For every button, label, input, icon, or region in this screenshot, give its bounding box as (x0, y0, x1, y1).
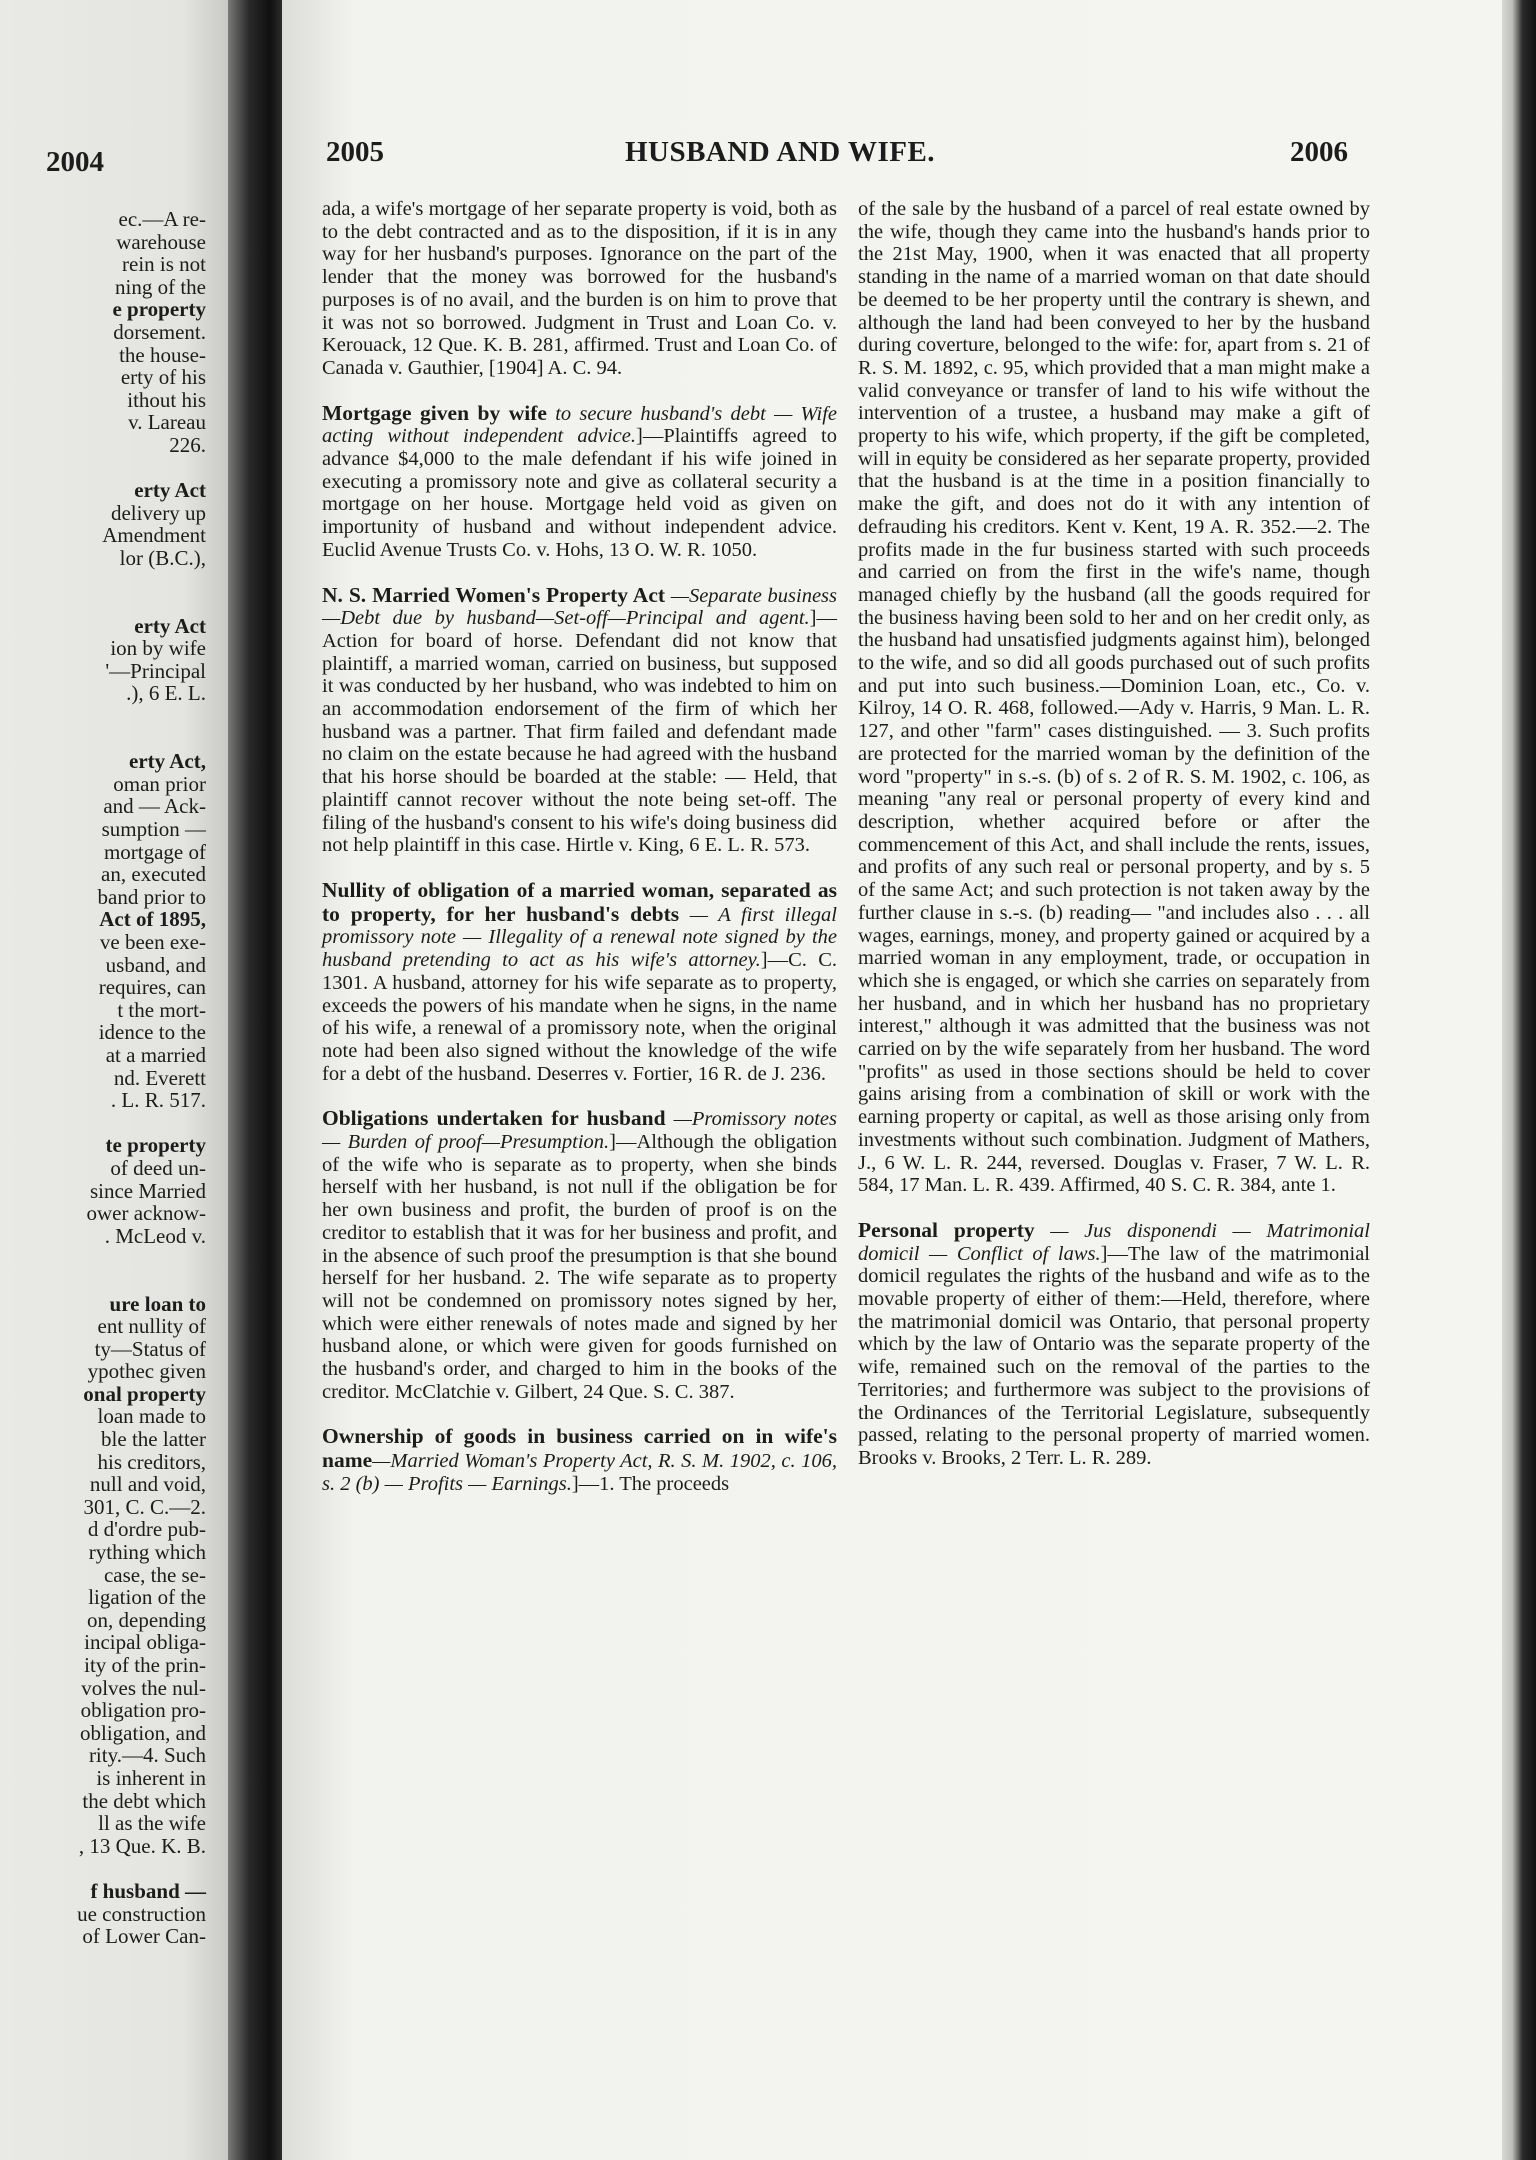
entry-body: ]—1. The proceeds (571, 1472, 730, 1495)
page-number-right: 2006 (1290, 136, 1348, 168)
left-page-line: t the mort- (117, 997, 206, 1022)
left-page-line: dorsement. (113, 319, 206, 344)
entry-subtitle: —Separate business—Debt due by husband—Set-off—Principal and agent. (322, 584, 838, 630)
left-page-line: lor (B.C.), (119, 545, 206, 570)
left-page-line (0, 1270, 206, 1293)
left-page-line: ligation of the (88, 1585, 206, 1610)
left-page-line: e property (112, 297, 206, 322)
page-number-left: 2005 (326, 136, 384, 168)
continued-paragraph: of the sale by the husband of a parcel of real estate owned by the wife, though they came into the husband's hands prior to the 21st May, 1900, when it was enacted that all property standing in the name of a married woman on that date should be deemed to be her property until the contrary is shewn, and although the land had been conveyed to her by the husband during coverture, belonged to the wife: for, apart from s. 21 of R. S. M. 1892, c. 95, which provided that a man might make a valid conveyance or transfer of land to his wife without the intervention of a trustee, a husband may make a gift of property to his wife, which property, if the gift be completed, will in equity be considered as her separate property, provided that the husband is at the time in a position financially to make the gift, and does not do it with any intention of defrauding his creditors. Kent v. Kent, 19 A. R. 352.—2. The profits made in the fur business started with such proceeds and carried on from the first in the wife's name, though managed chiefly by the husband (all the goods required for the business having been sold to her and on her credit only, as the husband had unsatisfied judgments against him), belonged to the wife, and so did all goods purchased out of such profits and put into such business.—Dominion Loan, etc., Co. v. Kilroy, 14 O. R. 468, followed.—Ady v. Harris, 9 Man. L. R. 127, and other "farm" cases distinguished. — 3. Such profits are protected for the married woman by the definition of the word "property" in s.-s. (b) of s. 2 of R. S. M. 1902, c. 106, as meaning "any real or personal property of every kind and description, whether acquired before or after the commencement of this Act, and shall include the rents, issues, and profits of any such real or personal property, and by s. 5 of the same Act; and such protection is not taken away by the further clause in s.-s. (b) reading— "and includes also . . . all wages, earnings, money, and property gained or acquired by a married woman in any employment, trade, or occupation in which she is engaged, or which she carries on separately from her husband, and in which her husband has no proprietary interest," although it was admitted that the business was not carried on by the wife separately from her husband. The word "profits" as used in those sections should be held to cover gains arising from a combination of skill or work with the earning property or capital, as well as those arising only from investments without such combination. Judgment of Mathers, J., 6 W. L. R. 244, reversed. Douglas v. Fraser, 7 W. L. R. 584, 17 Man. L. R. 439. Affirmed, 40 S. C. R. 384, ante 1. (858, 198, 1370, 1197)
entry-title: Obligations undertaken for husband (322, 1106, 666, 1131)
left-page-line: of Lower Can- (82, 1924, 206, 1949)
left-page-line: band prior to (97, 884, 206, 909)
left-page-line: an, executed (101, 862, 206, 887)
left-page-number: 2004 (46, 146, 104, 178)
entry-title: Nullity of obligation of a married woman, separated as to property, for her husband's debts (322, 877, 837, 926)
entry-mortgage-given-by-wife (322, 402, 837, 562)
entry-personal-property (858, 1219, 1370, 1470)
left-page-line: ion by wife (110, 636, 206, 661)
left-page-line: his creditors, (97, 1449, 206, 1474)
left-page-line: is inherent in (96, 1765, 206, 1790)
left-page-line (0, 457, 206, 480)
left-page-line (0, 1112, 206, 1135)
page-edge (1502, 0, 1536, 2160)
left-page-line: usband, and (105, 952, 206, 977)
left-page-line: of deed un- (110, 1155, 206, 1180)
left-page-line: volves the nul- (81, 1675, 206, 1700)
left-page-line: rein is not (122, 252, 206, 277)
left-page-line: sumption — (101, 817, 206, 842)
left-page-line: .), 6 E. L. (126, 681, 206, 706)
entry-subtitle: — Jus disponendi — Matrimonial domicil — Conflict of laws. (858, 1219, 1370, 1265)
continued-paragraph: ada, a wife's mortgage of her separate property is void, both as to the debt contracted and as to the disposition, if it is in any way for her husband's purposes. Ignorance on the part of the lender that the money was borrowed for the husband's purposes is of no avail, and the burden is on him to prove that it was not so borrowed. Judgment in Trust and Loan Co. v. Kerouack, 12 Que. K. B. 281, affirmed. Trust and Loan Co. of Canada v. Gauthier, [1904] A. C. 94. (322, 198, 837, 379)
left-page-line: ower acknow- (86, 1201, 206, 1226)
left-page-line: erty Act (134, 613, 206, 638)
left-page-line: the debt which (82, 1788, 206, 1813)
left-page-line: ithout his (127, 387, 206, 412)
left-page-line: ue construction (77, 1901, 206, 1926)
left-page-line: ure loan to (109, 1291, 206, 1316)
entry-title: N. S. Married Women's Property Act (322, 582, 666, 607)
left-page-line (0, 1857, 206, 1880)
entry-nullity-of-obligation (322, 879, 837, 1085)
left-page-line: oman prior (113, 771, 206, 796)
left-page-line: '—Principal (105, 658, 206, 683)
entry-title: Ownership of goods in business carried on in wife's name (322, 1424, 837, 1473)
book-gutter (228, 0, 288, 2160)
left-page-line: since Married (89, 1178, 206, 1203)
left-page-line: . L. R. 517. (110, 1088, 206, 1113)
entry-subtitle: —Married Woman's Property Act, R. S. M. 1902, c. 106, s. 2 (b) — Profits — Earnings. (322, 1450, 837, 1495)
entry-subtitle: — A first illegal promissory note — Illegality of a renewal note signed by the husband pretending to act as his wife's attorney. (322, 903, 837, 972)
entry-body: ]—Although the obligation of the wife who is separate as to property, when she binds herself with her husband, is not null if the obligation be for her own business and profit, the burden of proof is on the creditor to establish that it was for her business and profit, and in the absence of such proof the presumption is that she bound herself for her husband. 2. The wife separate as to property will not be condemned on promissory notes signed by her, which were either renewals of notes made and signed by her husband alone, or which were given for goods furnished on the husband's order, and charged to him in the books of the creditor. McClatchie v. Gilbert, 24 Que. S. C. 387. (322, 1131, 837, 1403)
left-page-line: , 13 Que. K. B. (78, 1833, 206, 1858)
left-page-line: d d'ordre pub- (87, 1517, 206, 1542)
left-page-line: erty Act, (129, 749, 206, 774)
entry-subtitle: —Promissory notes — Burden of proof—Presumption. (322, 1108, 837, 1154)
entry-obligations-undertaken (322, 1107, 837, 1403)
left-page-line: obligation, and (80, 1720, 206, 1745)
left-page-line: erty of his (120, 365, 206, 390)
left-page-line: at a married (105, 1042, 206, 1067)
left-page-line (0, 705, 206, 728)
left-page-line: idence to the (98, 1020, 206, 1045)
running-head-title: HUSBAND AND WIFE. (624, 136, 936, 168)
left-page-line: erty Act (134, 478, 206, 503)
left-page-line: ble the latter (101, 1427, 206, 1452)
left-page (0, 0, 228, 2160)
left-page-line: v. Lareau (128, 410, 206, 435)
left-page-line: rything which (88, 1540, 206, 1565)
left-page-line (0, 728, 206, 751)
left-page-line: incipal obliga- (84, 1630, 206, 1655)
left-page-line: 226. (169, 432, 206, 457)
left-page-line: mortgage of (103, 839, 206, 864)
left-page-line: delivery up (110, 500, 206, 525)
left-page-line: ty—Status of (94, 1336, 206, 1361)
left-page-line: warehouse (116, 229, 206, 254)
left-page-line (0, 570, 206, 593)
left-page-line: ec.—A re- (118, 207, 206, 231)
left-page-line: nd. Everett (113, 1065, 206, 1090)
left-page-line: . McLeod v. (104, 1223, 206, 1248)
left-page-text (0, 208, 206, 1948)
entry-title: Mortgage given by wife (322, 400, 547, 425)
left-page-line: onal property (83, 1381, 206, 1406)
right-column (858, 198, 1370, 1470)
left-page-line: loan made to (97, 1404, 206, 1429)
left-page-line: and — Ack- (103, 794, 206, 819)
entry-body: ]—C. C. 1301. A husband, attorney for his wife separate as to property, exceeds the powers of his mandate when he signs, in the name of his wife, a renewal of a promissory note, when the original note had been also signed without the knowledge of the wife for a debt of the husband. Deserres v. Fortier, 16 R. de J. 236. (322, 949, 837, 1085)
entry-ns-married-womens-property-act (322, 584, 837, 857)
left-column (322, 198, 837, 1496)
entry-title: Personal property (858, 1217, 1035, 1242)
entry-ownership-of-goods (322, 1425, 837, 1495)
left-page-line: ve been exe- (99, 930, 206, 954)
entry-subtitle: to secure husband's debt — Wife acting without independent advice. (322, 402, 837, 448)
left-page-line: te property (105, 1133, 206, 1158)
left-page-line: ypothec given (87, 1359, 206, 1384)
left-page-line: 301, C. C.—2. (83, 1494, 206, 1519)
entry-body: ]—The law of the matrimonial domicil regulates the rights of the husband and wife as to the movable property of either of them:—Held, therefore, where the matrimonial domicil was Ontario, that personal property which by the law of Ontario was the separate property of the wife, remained such on the removal of the parties to the Territories; and furthermore was subject to the provisions of the Ordinances of the Territorial Legislature, subsequently passed, relating to the personal property of married women. Brooks v. Brooks, 2 Terr. L. R. 289. (858, 1242, 1370, 1469)
entry-body: ]—Plaintiffs agreed to advance $4,000 to the male defendant if his wife joined in executing a promissory note and give as collateral security a mortgage on her house. Mortgage held void as given on importunity of husband and without independent advice. Euclid Avenue Trusts Co. v. Hohs, 13 O. W. R. 1050. (322, 425, 837, 561)
left-page-line (0, 592, 206, 615)
left-page-line: rity.—4. Such (88, 1743, 206, 1768)
left-page-line: Amendment (102, 523, 206, 548)
left-page-line: ity of the prin- (84, 1653, 206, 1677)
left-page-line: Act of 1895, (99, 907, 206, 932)
left-page-line (0, 1247, 206, 1270)
left-page-line: ning of the (115, 274, 206, 299)
left-page-line: obligation pro- (80, 1698, 206, 1723)
left-page-line: ll as the wife (98, 1811, 206, 1836)
left-page-line: the house- (119, 342, 206, 367)
entry-body: ]—Action for board of horse. Defendant did not know that plaintiff, a married woman, carried on business, but supposed it was conducted by her husband, who was indebted to him on an accommodation endorsement of the firm of which her husband was a partner. That firm failed and defendant made no claim on the estate because he had agreed with the husband that his horse should be boarded at the stable: — Held, that plaintiff cannot recover without the note being set-off. The filing of the husband's consent to his wife's doing business did not help plaintiff in this case. Hirtle v. King, 6 E. L. R. 573. (322, 607, 837, 857)
left-page-line: ent nullity of (97, 1314, 206, 1339)
left-page-line: requires, can (98, 975, 206, 1000)
left-page-line: case, the se- (103, 1562, 206, 1587)
left-page-line: null and void, (89, 1472, 206, 1497)
left-page-line: on, depending (87, 1607, 206, 1632)
left-page-line: f husband — (90, 1878, 206, 1903)
